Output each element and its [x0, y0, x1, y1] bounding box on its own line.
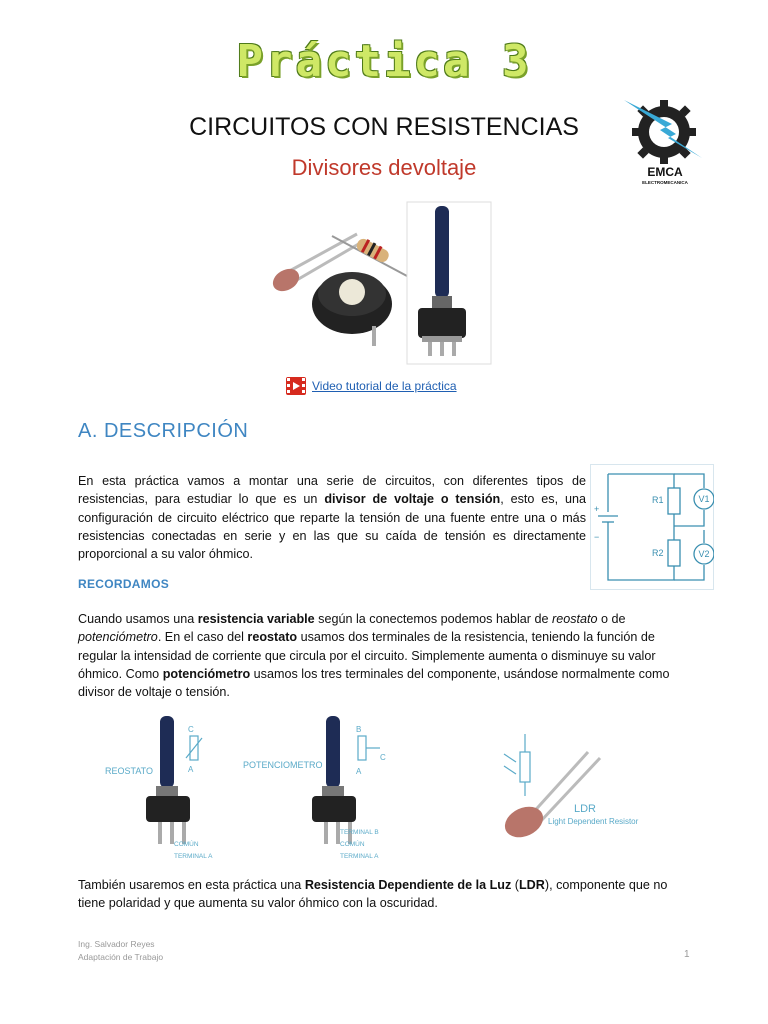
paragraph-text: o de [597, 612, 626, 626]
reostato-figure [105, 716, 213, 860]
footer [78, 938, 163, 964]
ldr-label: LDR [574, 803, 597, 815]
resistor-image [332, 236, 407, 276]
video-tutorial-link-container[interactable] [286, 376, 457, 396]
potenciometro-terminal-a-label: TERMINAL A [340, 853, 379, 860]
paragraph-text: Cuando usamos una [78, 612, 198, 626]
potenciometro-a-label: A [356, 767, 362, 776]
video-play-icon[interactable] [286, 377, 306, 395]
v1-label: V1 [698, 494, 710, 504]
components-figures [100, 712, 660, 868]
potenciometro-label: POTENCIOMETRO [243, 760, 323, 770]
paragraph-text: . En el caso del [157, 630, 248, 645]
r1-label: R1 [652, 495, 664, 505]
v2-label: V2 [698, 549, 710, 559]
reostato-comun-label: COMÚN [174, 841, 199, 848]
footer-subject: Adaptación de Trabajo [78, 952, 164, 962]
paragraph-text: , esto es, una configuración de circuito eléctrico que reparte la tensión de una fuente entre una o más resistencias conectadas en serie y en las que su caída de tensión es directamente proporcional a su valor óhmico. [78, 492, 586, 562]
description-paragraph [78, 472, 586, 563]
emca-logo [616, 96, 710, 188]
reostato-terminal-a-label: TERMINAL A [174, 853, 213, 860]
potenciometro-figure [243, 716, 386, 860]
page-number: 1 [684, 949, 690, 960]
paragraph-text: según la conectemos podemos hablar de [314, 612, 552, 626]
reostato-label: REOSTATO [105, 766, 154, 776]
reostato-c-label: C [188, 725, 194, 734]
paragraph-italic-text: potenciómetro [78, 630, 158, 645]
logo-caption: ELECTROMECANICA [642, 180, 688, 185]
practice-title: Práctica 3 [236, 36, 532, 87]
components-photo [262, 196, 498, 368]
potenciometro-terminal-b-label: TERMINAL B [340, 829, 379, 836]
gear-icon [624, 100, 702, 164]
paragraph-bold-text: potenciómetro [162, 666, 251, 681]
ldr-paragraph [78, 876, 678, 913]
potenciometro-b-label: B [356, 725, 362, 734]
voltage-divider-diagram [590, 464, 714, 590]
footer-author: Ing. Salvador Reyes [78, 939, 155, 949]
potenciometro-comun-label: COMÚN [340, 841, 365, 848]
reostato-a-label: A [188, 765, 194, 774]
paragraph-bold-text: divisor de voltaje o tensión [324, 492, 501, 507]
variable-resistance-paragraph [78, 610, 678, 701]
potenciometro-c-label: C [380, 753, 386, 762]
paragraph-italic-text: reostato [552, 612, 598, 626]
paragraph-bold-text: resistencia variable [197, 612, 315, 626]
paragraph-text: También usaremos en esta práctica una [78, 878, 305, 892]
r2-label: R2 [652, 548, 664, 558]
minus-label: − [594, 532, 600, 542]
recordamos-heading: RECORDAMOS [78, 577, 170, 591]
paragraph-bold-text: reostato [247, 630, 298, 645]
paragraph-text: ( [511, 878, 519, 892]
paragraph-text: ), componente que no tiene polaridad y que aumenta su valor óhmico con la oscuridad. [78, 878, 668, 911]
paragraph-bold-text: Resistencia Dependiente de la Luz [304, 878, 512, 892]
page-subtitle: Divisores devoltaje [291, 155, 477, 180]
trimmer-potentiometer-image [312, 272, 392, 346]
page-title: CIRCUITOS CON RESISTENCIAS [189, 113, 579, 141]
section-a-heading: A. DESCRIPCIÓN [78, 420, 249, 442]
paragraph-text: En esta práctica vamos a montar una serie de circuitos, con diferentes tipos de resistencias, para estudiar lo que es un [78, 474, 586, 507]
rotary-potentiometer-image [407, 202, 491, 364]
paragraph-bold-text: LDR [518, 878, 545, 892]
logo-text: EMCA [647, 165, 683, 179]
ldr-figure [500, 734, 639, 843]
video-tutorial-link[interactable]: Video tutorial de la práctica [312, 379, 457, 393]
paragraph-text: usamos los tres terminales del componente, usándose normalmente como divisor de voltaje o tensión. [78, 666, 670, 700]
paragraph-text: usamos dos terminales de la resistencia, teniendo la función de regular la intensidad de corriente que circula por el circuito. Simplemente aumenta o disminuye su valor óhmico. Como [78, 630, 656, 681]
ldr-caption: Light Dependent Resistor [548, 817, 639, 826]
plus-label: + [594, 504, 600, 514]
